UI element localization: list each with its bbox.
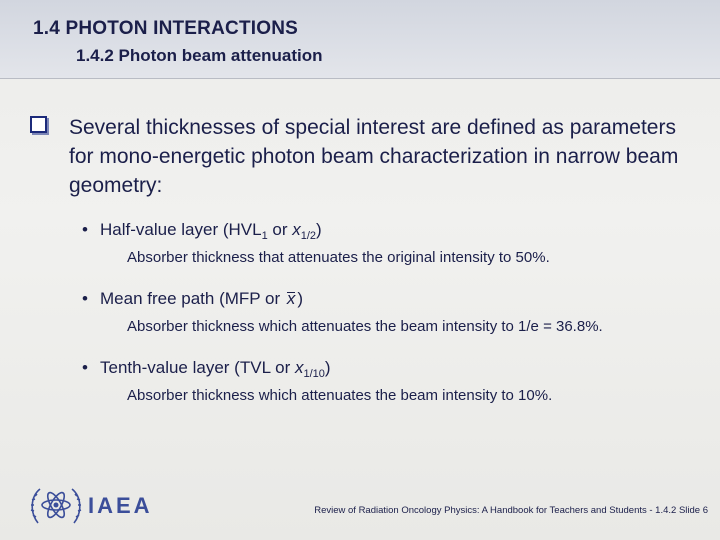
intro-paragraph: Several thicknesses of special interest are defined as parameters for mono-energetic photon beam characterization in narrow beam geometry: [69, 116, 679, 197]
bullet-dot-icon: • [82, 220, 88, 239]
slide-title: 1.4 PHOTON INTERACTIONS [33, 18, 299, 39]
checkbox-bullet-icon [30, 116, 47, 133]
bullet-dot-icon: • [82, 358, 88, 377]
item-hvl: • Half-value layer ($HVL_1$ or $x_{1/2}$) [82, 220, 322, 242]
bullet-dot-icon: • [82, 289, 88, 308]
slide-subtitle: 1.4.2 Photon beam attenuation [76, 46, 323, 65]
item-tvl-description: Absorber thickness which attenuates the beam intensity to 10%. [127, 387, 553, 404]
item-mfp-description: Absorber thickness which attenuates the beam intensity to 1/e = 36.8%. [127, 318, 603, 335]
slide-header [0, 0, 720, 79]
slide-footer: Review of Radiation Oncology Physics: A Handbook for Teachers and Students - 1.4.2 Slide 6 [314, 505, 708, 516]
x-bar-symbol: x [286, 289, 296, 308]
item-hvl-description: Absorber thickness that attenuates the original intensity to 50%. [127, 249, 550, 266]
iaea-atom-emblem-icon [28, 483, 84, 529]
iaea-logo-text: IAEA [88, 493, 153, 518]
item-tvl: • Tenth-value layer (TVL or $x_{1/10}$) [82, 358, 331, 380]
item-mfp: • Mean free path (MFP or x ) [82, 289, 304, 308]
